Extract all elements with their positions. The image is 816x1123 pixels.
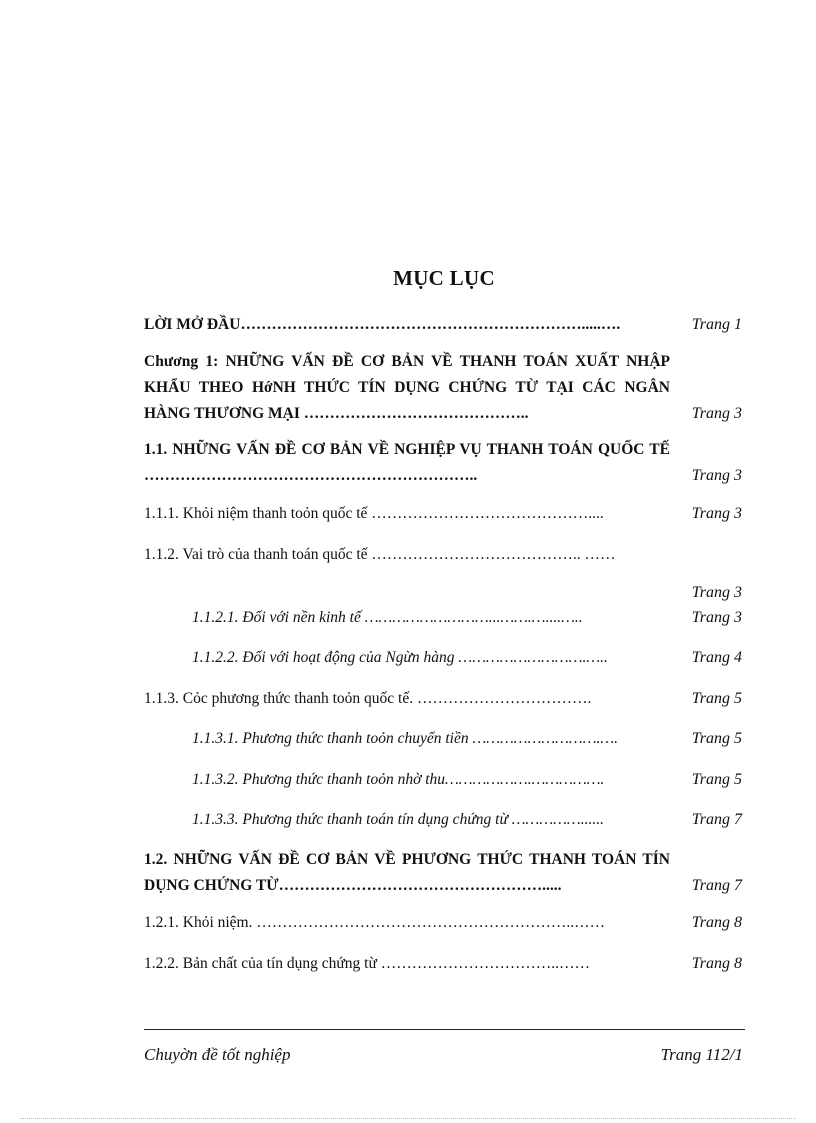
toc-entry-text: 1.1. NHỮNG VẤN ĐỀ CƠ BẢN VỀ NGHIỆP VỤ THANH TOÁN QUỐC TẾ ……………………………………………………….. — [144, 441, 670, 484]
toc-entry-page: Trang 8 — [691, 914, 742, 931]
footer-title: Chuyờn đề tốt nghiệp — [144, 1045, 291, 1064]
toc-entry — [144, 437, 744, 489]
toc-entry — [144, 501, 744, 527]
toc-entry-page: Trang 5 — [691, 730, 742, 747]
page-title: MỤC LỤC — [393, 266, 495, 290]
toc-entry-page: Trang 4 — [691, 649, 742, 666]
toc-entry — [144, 910, 744, 936]
toc-entry-text: 1.1.3.1. Phương thức thanh toỏn chuyển tiền ……………………….…. — [192, 730, 619, 747]
toc-entry — [144, 349, 744, 427]
toc-entry-page: Trang 5 — [691, 690, 742, 707]
toc-entry-page: Trang 3 — [691, 467, 742, 484]
toc-entry-page: Trang 1 — [691, 316, 742, 333]
toc-entry-text: 1.1.2.2. Đối với hoạt động của Ngừn hàng ……………………….….. — [192, 649, 608, 666]
toc-entry — [144, 312, 744, 338]
toc-entry-text: LỜI MỞ ĐẦU………………………………………………………….....…. — [144, 316, 621, 333]
page-bottom-edge — [20, 1118, 796, 1119]
toc-entry-text: 1.1.3.3. Phương thức thanh toán tín dụng chứng từ ……………...... — [192, 811, 604, 828]
toc-entry — [192, 767, 744, 793]
toc-entry — [192, 605, 744, 631]
toc-entry-page: Trang 3 — [691, 405, 742, 422]
toc-entry-text: 1.2. NHỮNG VẤN ĐỀ CƠ BẢN VỀ PHƯƠNG THỨC THANH TOÁN TÍN DỤNG CHỨNG TỪ……………………………………………..... — [144, 851, 670, 894]
toc-entry-page: Trang 7 — [691, 811, 742, 828]
toc-entry-page: Trang 5 — [691, 771, 742, 788]
toc-entry-text: 1.1.3.2. Phương thức thanh toỏn nhờ thu……………….……………. — [192, 771, 605, 788]
toc-entry-page: Trang 3 — [691, 584, 742, 601]
toc-entry — [144, 686, 744, 712]
toc-entry-text: Chương 1: NHỮNG VẤN ĐỀ CƠ BẢN VỀ THANH TOÁN XUẤT NHẬP KHẨU THEO HớNH THỨC TÍN DỤNG CHỨNG TỪ TẠI CÁC NGÂN HÀNG THƯƠNG MẠI …………………………………….. — [144, 353, 670, 422]
toc-entry-page: Trang 3 — [691, 505, 742, 522]
toc-entry-page: Trang 8 — [691, 955, 742, 972]
toc-entry-text: 1.2.2. Bản chất của tín dụng chứng từ ……………………………..…… — [144, 955, 591, 972]
footer-divider — [144, 1029, 745, 1030]
footer-page-number: Trang 112/1 — [660, 1045, 743, 1064]
toc-entry — [192, 807, 744, 833]
toc-entry — [192, 645, 744, 671]
toc-entry-text: 1.1.3. Cỏc phương thức thanh toỏn quốc tế. ……………………………. — [144, 690, 592, 707]
toc-entry — [144, 847, 744, 899]
toc-entry — [144, 951, 744, 977]
toc-entry-text: 1.1.1. Khỏi niệm thanh toỏn quốc tế …………………………………….... — [144, 505, 604, 522]
toc-entry-text: 1.1.2.1. Đối với nền kinh tế ………………………...…….…....….. — [192, 609, 583, 626]
toc-entry-page: Trang 7 — [691, 877, 742, 894]
toc-entry-text: 1.2.1. Khỏi niệm. ……………………………………………………..…… — [144, 914, 606, 931]
toc-entry — [144, 542, 744, 601]
toc-entry-text: 1.1.2. Vai trò của thanh toán quốc tế ………………………………….. …… — [144, 546, 616, 563]
toc-entry — [192, 726, 744, 752]
toc-entry-page: Trang 3 — [691, 609, 742, 626]
